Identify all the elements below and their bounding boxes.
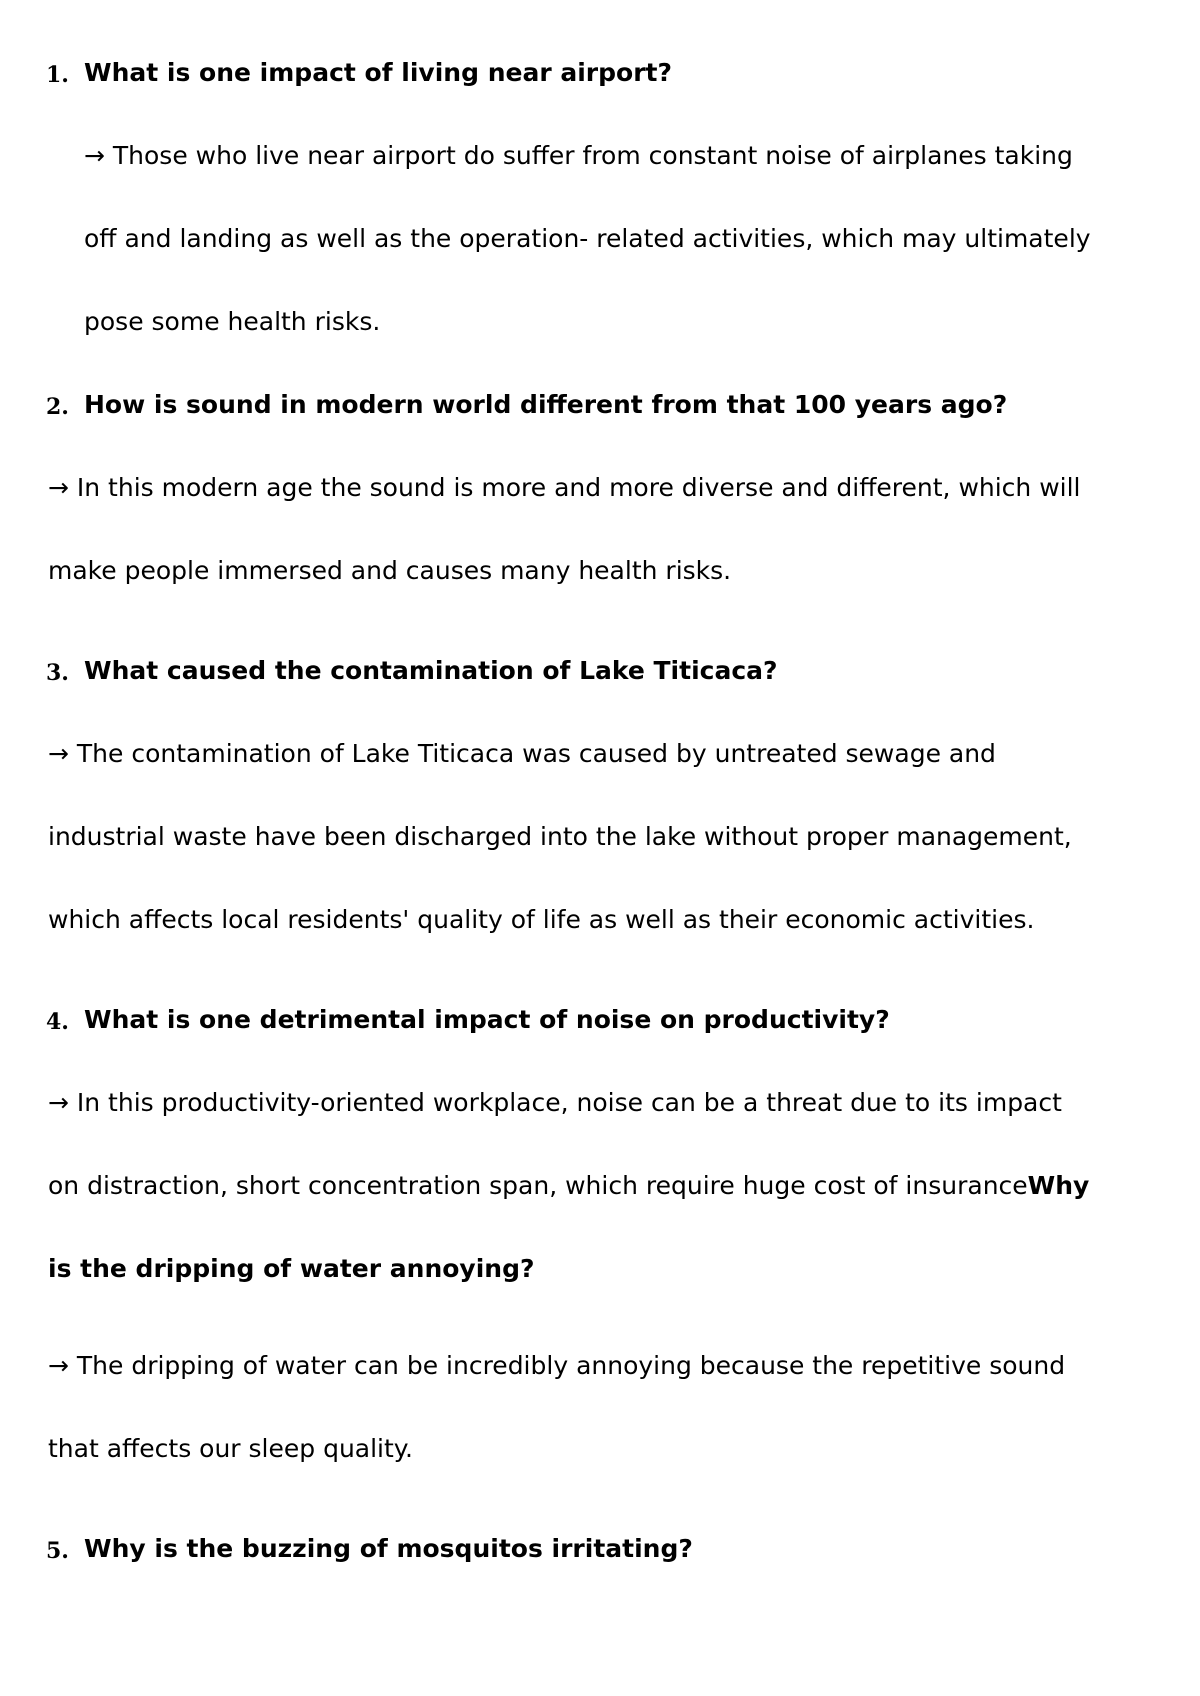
answer-line: → Those who live near airport do suffer from constant noise of airplanes taking xyxy=(84,141,1073,170)
answer-line-with-merged-question xyxy=(48,1173,1089,1198)
answer-line: industrial waste have been discharged into the lake without proper management, xyxy=(48,822,1072,851)
answer-line: → In this productivity-oriented workplace, noise can be a threat due to its impact xyxy=(48,1088,1062,1117)
question-number: 1. xyxy=(46,62,69,88)
answer-line: which affects local residents' quality of life as well as their economic activities. xyxy=(48,905,1035,934)
merged-question-heading: is the dripping of water annoying? xyxy=(48,1254,535,1283)
answer-line: that affects our sleep quality. xyxy=(48,1434,413,1463)
question-heading: How is sound in modern world different from that 100 years ago? xyxy=(84,390,1008,419)
answer-text: on distraction, short concentration span, which require huge cost of insurance xyxy=(48,1171,1028,1200)
question-number: 2. xyxy=(46,394,69,420)
answer-line: → The dripping of water can be incredibly annoying because the repetitive sound xyxy=(48,1351,1066,1380)
answer-line: → In this modern age the sound is more and more diverse and different, which will xyxy=(48,473,1081,502)
question-number: 4. xyxy=(46,1009,69,1035)
question-heading: What is one impact of living near airport? xyxy=(84,58,672,87)
answer-line: make people immersed and causes many health risks. xyxy=(48,556,732,585)
merged-question-start: Why xyxy=(1027,1171,1090,1200)
question-number: 5. xyxy=(46,1538,69,1564)
answer-line: pose some health risks. xyxy=(84,307,381,336)
question-heading: What caused the contamination of Lake Titicaca? xyxy=(84,656,778,685)
answer-line: → The contamination of Lake Titicaca was caused by untreated sewage and xyxy=(48,739,996,768)
question-heading: What is one detrimental impact of noise on productivity? xyxy=(84,1005,890,1034)
question-number: 3. xyxy=(46,660,69,686)
question-heading: Why is the buzzing of mosquitos irritating? xyxy=(84,1534,693,1563)
answer-line: off and landing as well as the operation- related activities, which may ultimately xyxy=(84,224,1091,253)
